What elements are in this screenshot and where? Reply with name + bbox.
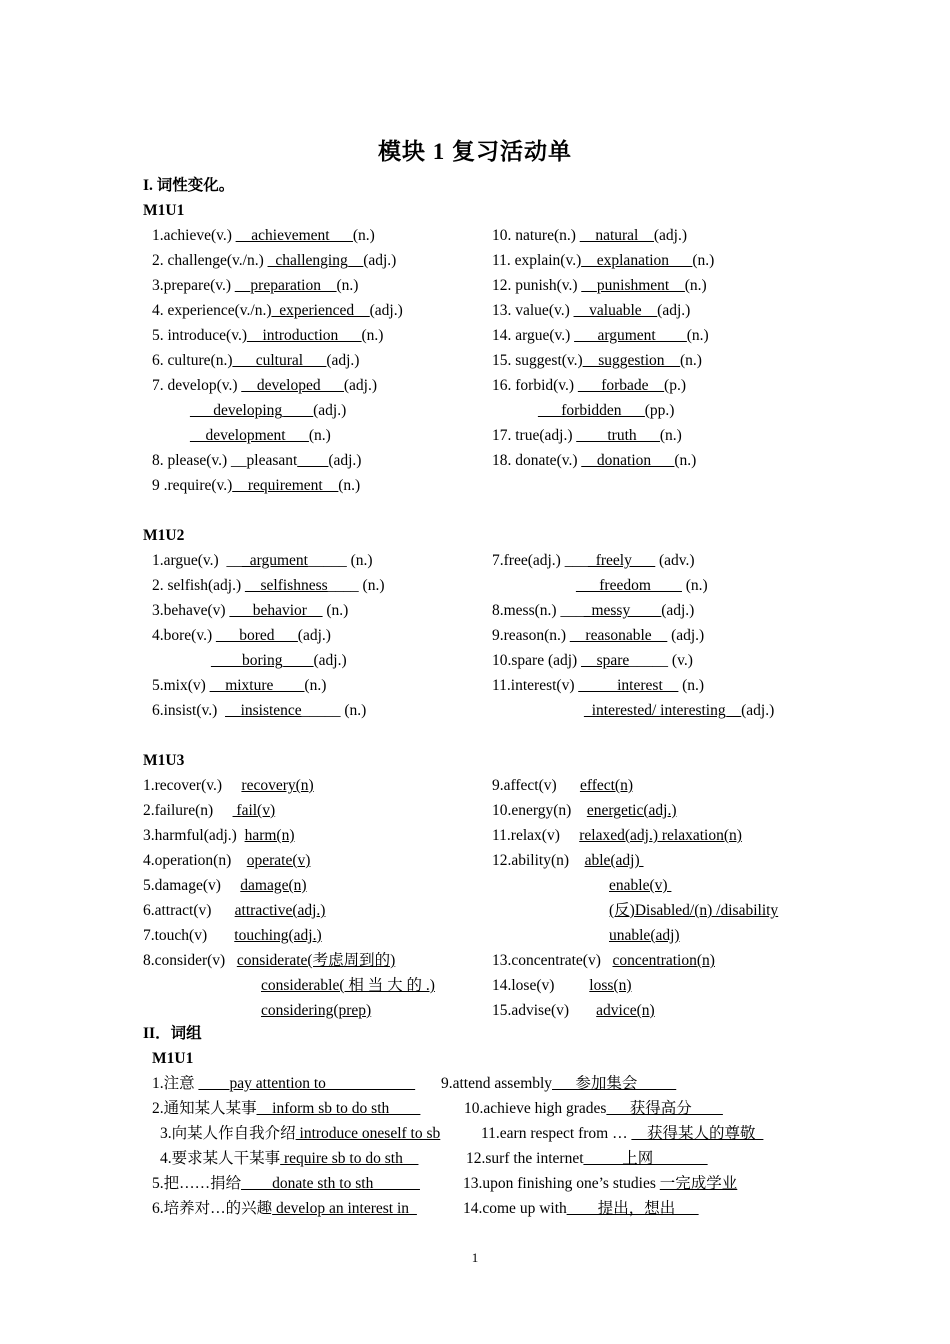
list-item: 1.recover(v.) recovery(n) (143, 777, 314, 794)
answer-blank: ____提出，想出___ (566, 1200, 699, 1217)
answer-blank: __mixture____ (209, 677, 305, 694)
list-item: 18. donate(v.) __donation___(n.) (492, 452, 697, 469)
list-item: 1.achieve(v.) __achievement___(n.) (152, 227, 375, 244)
list-item (261, 977, 435, 995)
answer-blank: _____上网_______ (583, 1150, 708, 1167)
answer-blank: ____donate sth to sth______ (241, 1175, 420, 1192)
list-item: 11.interest(v) _____interest__ (n.) (492, 677, 705, 694)
list-item: 8. please(v.) __pleasant____(adj.) (152, 452, 362, 469)
phrase-item: 1.注意 ____pay attention to ___________ (152, 1075, 416, 1092)
answer-blank: _challenging__ (267, 252, 364, 269)
list-item: 5.damage(v) damage(n) (143, 877, 307, 894)
answer-blank: ___bored___ (215, 627, 298, 644)
phrase-item: 3.向某人作自我介绍 introduce oneself to sb (160, 1125, 441, 1142)
list-item: 4.operation(n) operate(v) (143, 852, 311, 869)
unit-heading-phrases-m1u1: M1U1 (152, 1050, 194, 1067)
answer-blank: able(adj) (584, 852, 644, 869)
answer-blank: operate(v) (246, 852, 311, 869)
answer-blank: __inform sb to do sth____ (256, 1100, 421, 1117)
answer-blank: ___forbidden___ (538, 402, 645, 419)
page-title: 模块 1 复习活动单 (378, 139, 572, 164)
page-number: 1 (471, 1250, 479, 1265)
answer-blank: _messy____ (583, 602, 662, 619)
list-item: 3.behave(v) ___behavior__ (n.) (152, 602, 349, 619)
list-item: 2.failure(n) fail(v) (143, 802, 276, 819)
answer-blank: __developed___ (241, 377, 344, 394)
answer-blank: _interested/ interesting__ (584, 702, 742, 719)
answer-blank: effect(n) (579, 777, 633, 794)
list-item: 14.lose(v) loss(n) (492, 977, 632, 994)
list-item: ___forbidden___(pp.) (538, 402, 675, 419)
list-item: 12. punish(v.) __punishment__(n.) (492, 277, 707, 294)
answer-blank: ___参加集会_____ (552, 1075, 677, 1092)
list-item: 5.mix(v) __mixture____(n.) (152, 677, 327, 694)
list-item: ___freedom____ (n.) (576, 577, 708, 594)
answer-blank: recovery(n) (241, 777, 314, 794)
answer-blank: 一完成学业 (659, 1175, 738, 1192)
phrase-item: 11.earn respect from … __获得某人的尊敬_ (481, 1125, 764, 1142)
answer-blank: energetic(adj.) (586, 802, 677, 819)
answer-blank: __natural__ (579, 227, 654, 244)
answer-blank: touching(adj.) (234, 927, 322, 944)
list-item: 3.prepare(v.) __preparation__(n.) (152, 277, 359, 294)
phrase-item: 6.培养对…的兴趣 develop an interest in_ (152, 1200, 417, 1217)
list-item: 11. explain(v.)__explanation___(n.) (492, 252, 715, 269)
answer-blank: _freely___ (587, 552, 656, 569)
unit-heading-m1u1: M1U1 (143, 202, 185, 219)
section-heading-phrases: II．词组 (143, 1025, 202, 1042)
answer-blank: ___获得高分____ (606, 1100, 723, 1117)
answer-blank: __insistence (225, 702, 302, 719)
list-item: 11.relax(v) relaxed(adj.) relaxation(n) (492, 827, 742, 844)
answer-blank: __explanation___ (581, 252, 693, 269)
list-item: 9.reason(n.) __reasonable__ (adj.) (492, 627, 705, 644)
answer-blank: ____boring____ (211, 652, 314, 669)
answer-blank: __reasonable__ (569, 627, 668, 644)
phrase-item: 13.upon finishing one’s studies 一完成学业 (463, 1175, 738, 1192)
list-item: __development___(n.) (190, 427, 331, 444)
answer-blank: __punishment__ (581, 277, 685, 294)
answer-blank: attractive(adj.) (234, 902, 326, 919)
list-item: 14. argue(v.) ___argument____(n.) (492, 327, 709, 344)
list-item: 8.consider(v) considerate(考虑周到的) (143, 952, 396, 969)
phrase-item: 2.通知某人某事__inform sb to do sth____ (152, 1100, 421, 1117)
answer-blank: loss(n) (589, 977, 632, 994)
answer-blank: __donation___ (581, 452, 675, 469)
answer-blank: concentration(n) (612, 952, 715, 969)
list-item: 9.affect(v) effect(n) (492, 777, 633, 794)
list-item: 3.harmful(adj.) harm(n) (143, 827, 295, 844)
answer-blank: ___freedom____ (576, 577, 682, 594)
answer-blank: require sb to do sth__ (280, 1150, 419, 1167)
answer-blank: ___cultural___ (232, 352, 327, 369)
answer-blank: introduce oneself to sb (295, 1125, 441, 1142)
answer-blank: unable(adj) (609, 927, 680, 944)
list-item: 13. value(v.) __valuable__(adj.) (492, 302, 691, 319)
answer-blank: ___argument____ (574, 327, 687, 344)
list-item: 13.concentrate(v) concentration(n) (492, 952, 715, 969)
answer-blank: __获得某人的尊敬_ (631, 1125, 764, 1142)
list-item (609, 902, 778, 920)
answer-blank: __valuable__ (573, 302, 658, 319)
answer-blank: __development___ (190, 427, 309, 444)
phrase-item: 9.attend assembly___参加集会_____ (441, 1075, 677, 1092)
answer-blank: _experienced__ (271, 302, 370, 319)
list-item: 10.energy(n) energetic(adj.) (492, 802, 677, 819)
list-item: 2. selfish(adj.) __selfishness____ (n.) (152, 577, 385, 594)
answer-blank: _argument (241, 552, 308, 569)
list-item: 17. true(adj.) ____truth___(n.) (492, 427, 682, 444)
answer-blank: ___behavior__ (229, 602, 323, 619)
answer-blank: __spare (581, 652, 630, 669)
answer-blank: considerate(考虑周到的) (236, 952, 396, 969)
answer-blank: __suggestion__ (582, 352, 681, 369)
answer-blank: considering(prep) (261, 1002, 372, 1019)
answer-blank: __requirement__ (232, 477, 339, 494)
phrase-item: 4.要求某人干某事 require sb to do sth__ (160, 1150, 419, 1167)
list-item: 1.argue(v.) ___argument_____ (n.) (152, 552, 373, 569)
list-item: 2. challenge(v./n.) _challenging__(adj.) (152, 252, 397, 269)
list-item: 6.insist(v.) __insistence_____ (n.) (152, 702, 367, 719)
answer-blank: damage(n) (240, 877, 307, 894)
list-item: 8.mess(n.) ____messy____(adj.) (492, 602, 695, 619)
list-item: 10.spare (adj) __spare_____ (v.) (492, 652, 693, 669)
phrase-item: 12.surf the internet_____上网_______ (466, 1150, 708, 1167)
list-item: 7. develop(v.) __developed___(adj.) (152, 377, 377, 394)
answer-blank: _____interest__ (578, 677, 679, 694)
unit-heading-m1u2: M1U2 (143, 527, 185, 544)
answer-blank: __selfishness (244, 577, 328, 594)
answer-blank: ____truth___ (576, 427, 660, 444)
answer-blank: ____pay attention to ___________ (198, 1075, 416, 1092)
section-heading-word-forms: I. 词性变化。 (143, 177, 235, 194)
answer-blank: __introduction___ (246, 327, 362, 344)
list-item: 4.bore(v.) ___bored___(adj.) (152, 627, 331, 644)
answer-blank: (反)Disabled/(n) /disability (609, 902, 779, 919)
answer-blank: develop an interest in_ (272, 1200, 417, 1217)
answer-blank: fail(v) (232, 802, 276, 819)
list-item: 7.free(adj.) ____freely___ (adv.) (492, 552, 695, 569)
phrase-item: 5.把……捐给____donate sth to sth______ (152, 1175, 420, 1192)
answer-blank: ___forbade__ (577, 377, 665, 394)
list-item (609, 927, 680, 945)
answer-blank: relaxed(adj.) relaxation(n) (579, 827, 742, 844)
unit-heading-m1u3: M1U3 (143, 752, 185, 769)
answer-blank: ____ (297, 452, 329, 469)
list-item: 7.touch(v) touching(adj.) (143, 927, 322, 944)
phrase-item: 14.come up with____提出，想出___ (463, 1200, 699, 1217)
list-item: 15.advise(v) advice(n) (492, 1002, 655, 1019)
answer-blank: considerable( 相 当 大 的 .) (261, 977, 435, 994)
list-item: 16. forbid(v.) ___forbade__(p.) (492, 377, 686, 394)
answer-blank: ___developing____ (190, 402, 314, 419)
list-item: 6. culture(n.)___cultural___(adj.) (152, 352, 360, 369)
list-item (609, 877, 671, 895)
list-item: 10. nature(n.) __natural__(adj.) (492, 227, 687, 244)
answer-blank: advice(n) (596, 1002, 655, 1019)
answer-blank: harm(n) (244, 827, 295, 844)
list-item: 4. experience(v./n.)_experienced__(adj.) (152, 302, 403, 319)
phrase-item: 10.achieve high grades___获得高分____ (464, 1100, 723, 1117)
list-item: 15. suggest(v.)__suggestion__(n.) (492, 352, 702, 369)
list-item: ____boring____(adj.) (211, 652, 347, 669)
answer-blank: enable(v) (609, 877, 672, 894)
answer-blank: __achievement___ (235, 227, 353, 244)
list-item: 6.attract(v) attractive(adj.) (143, 902, 326, 919)
list-item: 12.ability(n) able(adj) (492, 852, 644, 869)
list-item (261, 1002, 371, 1020)
list-item: ___developing____(adj.) (190, 402, 347, 419)
list-item: 9 .require(v.)__requirement__(n.) (152, 477, 361, 494)
answer-blank: __preparation__ (234, 277, 337, 294)
list-item: 5. introduce(v.)__introduction___(n.) (152, 327, 384, 344)
list-item: _interested/ interesting__(adj.) (584, 702, 775, 719)
